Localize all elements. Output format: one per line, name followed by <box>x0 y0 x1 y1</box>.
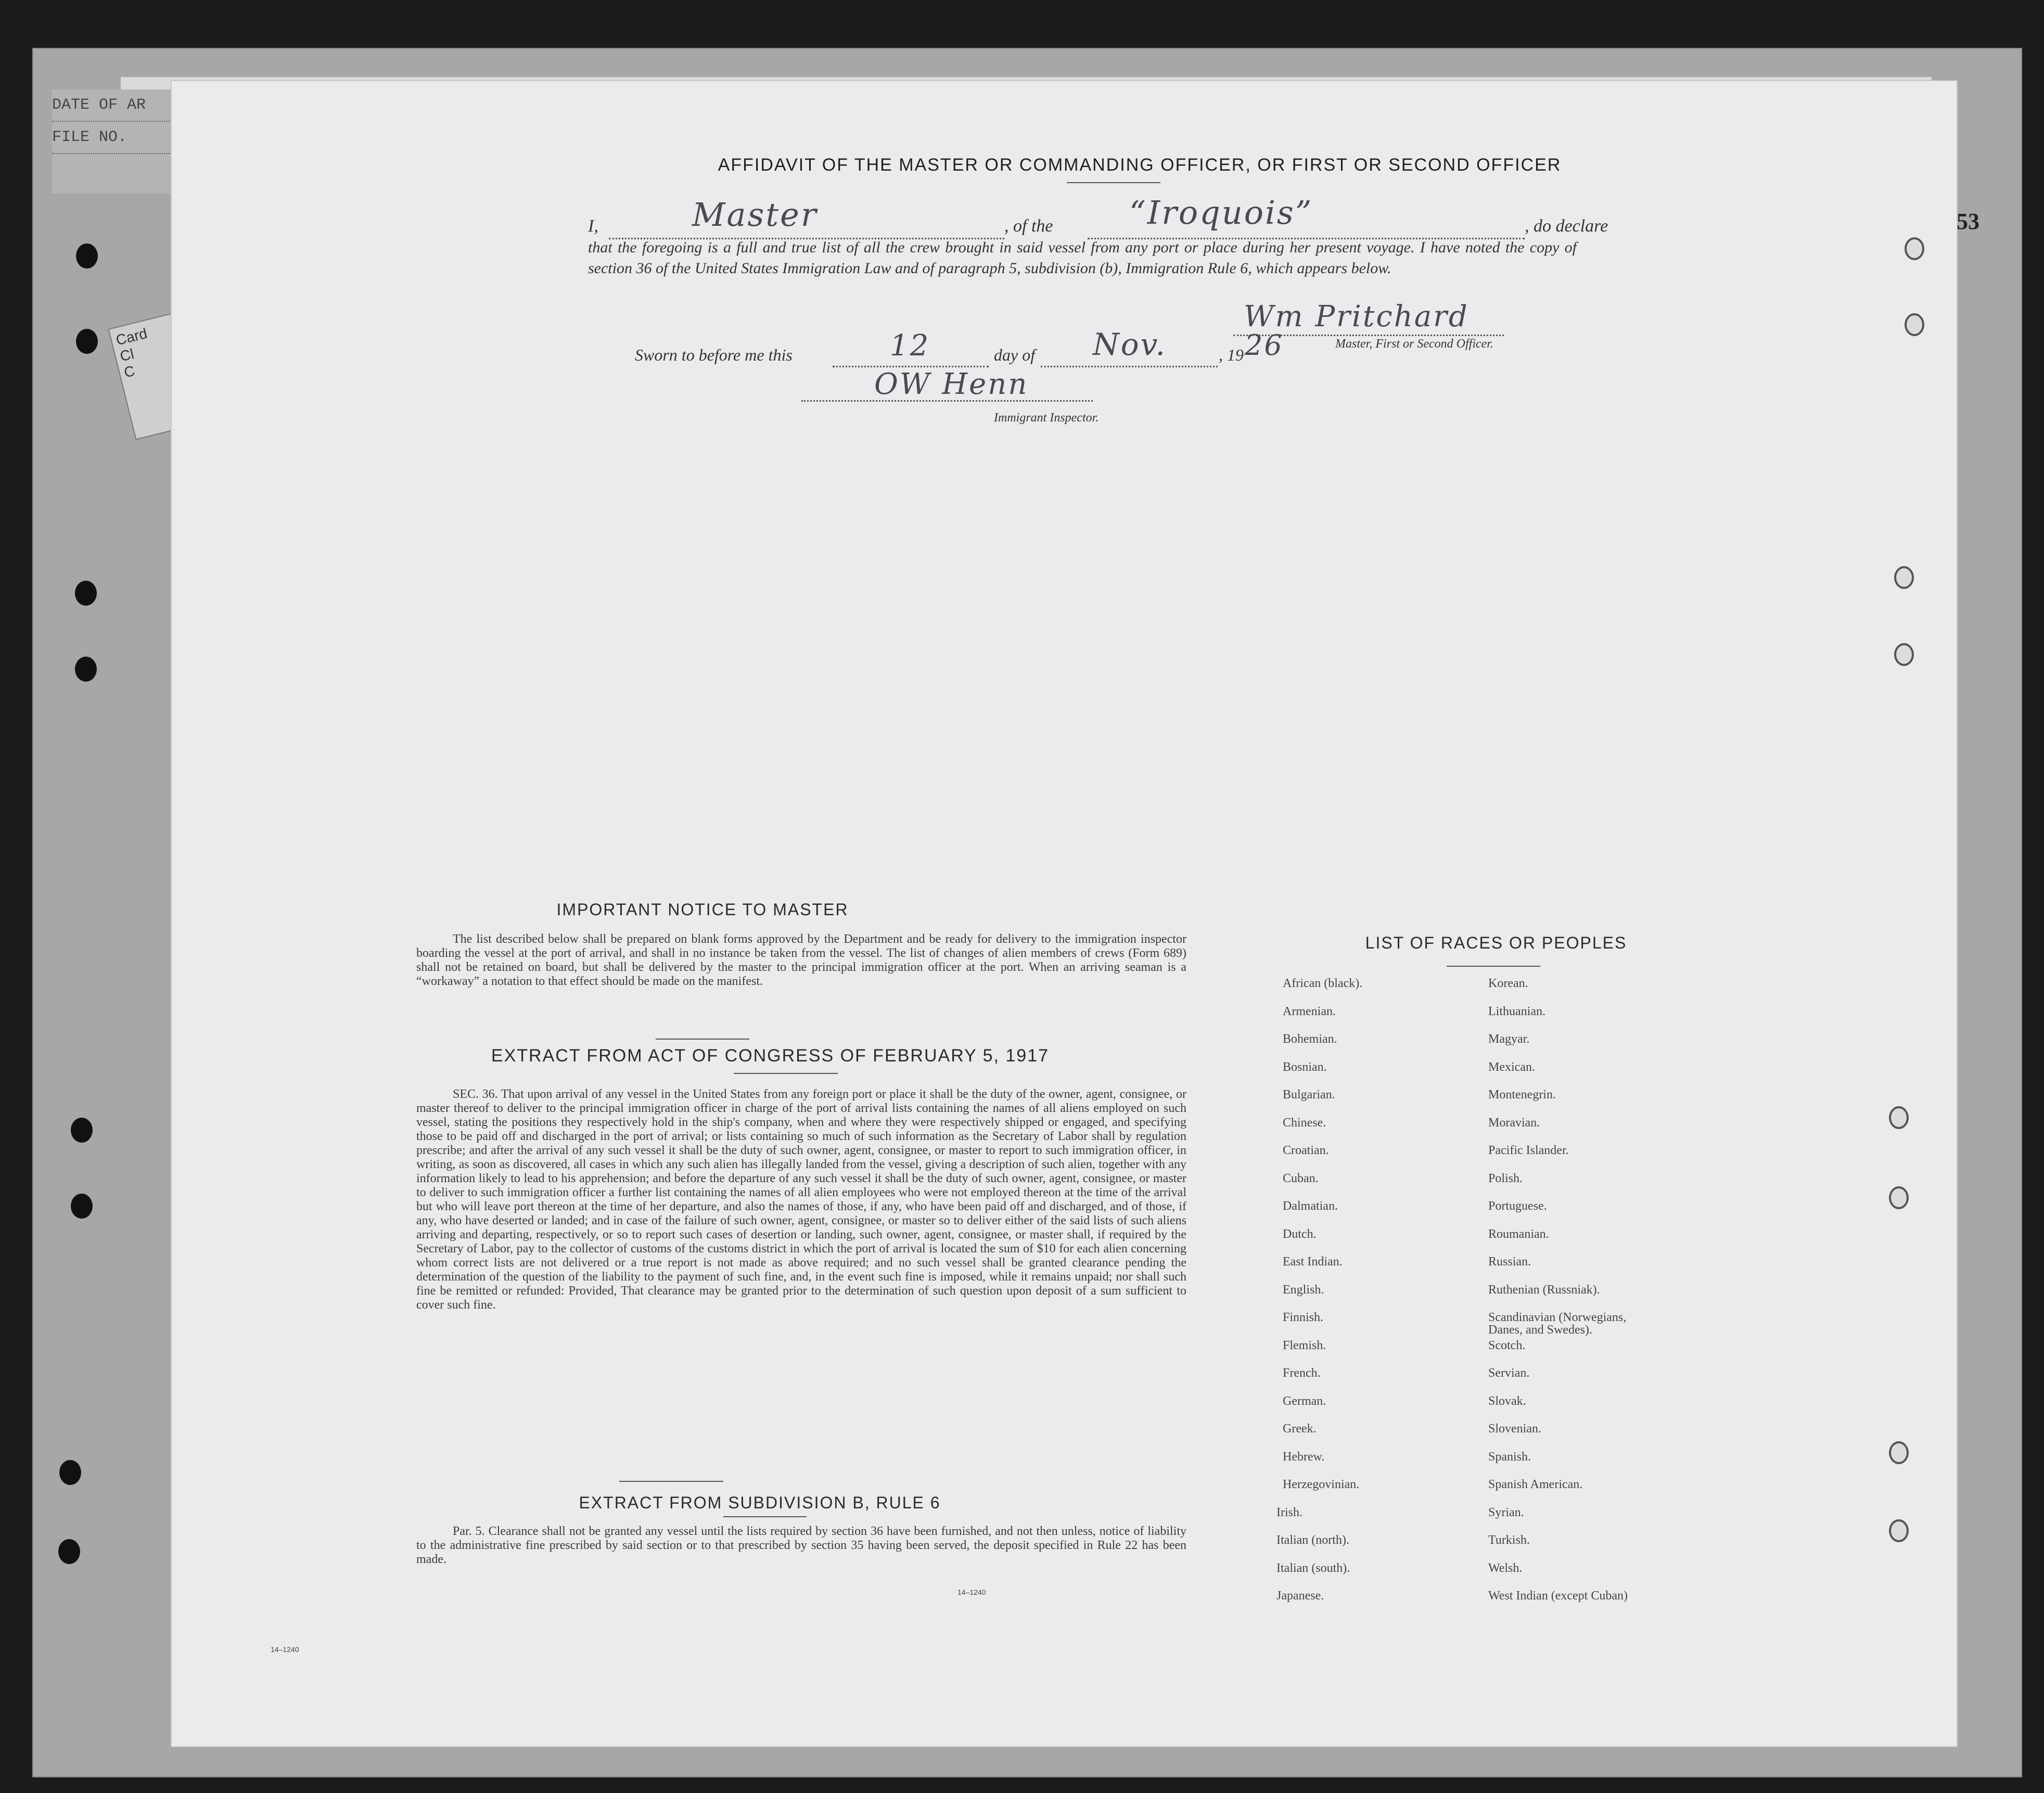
race-left-item: Irish. <box>1276 1505 1302 1519</box>
race-left-item: Armenian. <box>1283 1004 1336 1018</box>
footer-form-number: 14–1240 <box>271 1645 299 1654</box>
race-right-item: Russian. <box>1488 1255 1531 1269</box>
race-right-item: Ruthenian (Russniak). <box>1488 1283 1600 1297</box>
title-rule <box>1067 182 1160 183</box>
race-right-item: Slovak. <box>1488 1394 1526 1408</box>
race-right-item: Lithuanian. <box>1488 1004 1545 1018</box>
race-left-item: Croatian. <box>1283 1144 1329 1157</box>
race-left-item: Finnish. <box>1283 1311 1324 1324</box>
notice-title: IMPORTANT NOTICE TO MASTER <box>556 900 849 919</box>
year-prefix: , 19 <box>1219 345 1244 364</box>
declaration-text: that the foregoing is a full and true list of all the crew brought in said vessel from any port or place during her present voyage. I have noted the copy of section 36 of the United States Immigration Law and of paragraph 5, subdivision (b), Immigration Rule 6, which appears below. <box>588 239 1577 277</box>
race-right-item: Turkish. <box>1488 1533 1530 1547</box>
race-right-item: Syrian. <box>1488 1505 1524 1519</box>
section-rule <box>734 1073 838 1074</box>
paragraph-5-body: Par. 5. Clearance shall not be granted any vessel until the lists required by section 36 have been furnished, and not then unless, notice of liability to the administrative fine prescribed by said section or to that prescribed by section 35 having been served, the deposit specified in Rule 22 has been made. <box>416 1525 1186 1566</box>
binder-hole <box>1894 566 1914 589</box>
binder-hole <box>76 244 98 268</box>
master-signature: Wm Pritchard <box>1244 300 1469 334</box>
binder-hole <box>1894 643 1914 666</box>
races-title: LIST OF RACES OR PEOPLES <box>1365 933 1627 952</box>
notice-body: The list described below shall be prepared on blank forms approved by the Department and be ready for delivery to the immigration inspector boarding the vessel at the port of arrival, and shall in no instance be taken from the vessel. The list of changes of alien members of crews (Form 689) shall not be retained on board, but shall be delivered by the master to the principal immigration officer at the port. When an arriving seaman is a “workaway” a notation to that effect should be made on the manifest. <box>416 932 1186 988</box>
race-right-item: West Indian (except Cuban) <box>1488 1589 1628 1603</box>
race-left-item: Greek. <box>1283 1422 1317 1436</box>
binder-hole <box>1889 1106 1909 1129</box>
affidavit-page <box>172 81 1957 1746</box>
race-right-item: Servian. <box>1488 1366 1530 1380</box>
handwritten-vessel: “Iroquois” <box>1129 194 1313 232</box>
binder-hole <box>75 657 97 682</box>
binder-hole <box>71 1118 93 1143</box>
race-left-item: Bohemian. <box>1283 1032 1337 1046</box>
race-left-item: Italian (north). <box>1276 1533 1349 1547</box>
race-left-item: Bulgarian. <box>1283 1088 1335 1102</box>
race-right-item: Spanish American. <box>1488 1478 1583 1491</box>
back-stamp-line: FILE NO. <box>52 122 177 154</box>
binder-hole <box>1889 1519 1909 1542</box>
race-left-item: English. <box>1283 1283 1324 1297</box>
race-left-item: French. <box>1283 1366 1321 1380</box>
section-rule <box>1447 966 1540 967</box>
inspector-signature: OW Henn <box>874 367 1029 401</box>
form-number: 14–1240 <box>957 1588 986 1596</box>
binder-hole <box>58 1539 80 1564</box>
day-label: day of <box>994 345 1036 364</box>
binder-hole <box>1889 1186 1909 1209</box>
section-rule <box>619 1481 723 1482</box>
binder-hole <box>59 1460 81 1485</box>
race-left-item: Bosnian. <box>1283 1060 1327 1074</box>
race-left-item: Hebrew. <box>1283 1450 1325 1464</box>
race-right-item: Scandinavian (Norwegians, Danes, and Swedes). <box>1488 1311 1627 1337</box>
race-right-item: Welsh. <box>1488 1561 1523 1575</box>
race-right-item: Roumanian. <box>1488 1227 1549 1241</box>
inspector-line <box>801 400 1093 402</box>
section-36-body: SEC. 36. That upon arrival of any vessel in the United States from any foreign port or place it shall be the duty of the owner, agent, consignee, or master thereof to deliver to the principal immigration officer in charge of the port of arrival lists containing the names of all aliens employed on such vessel, stating the positions they respectively hold in the ship's company, when and where they were respectively shipped or engaged, and specifying those to be paid off and discharged in the port of arrival; or lists containing so much of such information as the Secretary of Labor shall by regulation prescribe; and after the arrival of any such vessel it shall be the duty of such owner, agent, consignee, or master to report to such immigration officer, in writing, as soon as discovered, all cases in which any such alien has illegally landed from the vessel, giving a description of such alien, together with any information likely to lead to his apprehension; and before the departure of any such vessel it shall be the duty of such owner, agent, consignee, or master to deliver to such immigration officer a further list containing the names of all alien employees who were not employed thereon at the time of the arrival but who will leave port thereon at the time of her departure, and also the names of those, if any, who have been paid off and discharged, and of those, if any, who have deserted or landed; and in case of the failure of such owner, agent, consignee, or master so to deliver either of the said lists of such aliens arriving and departing, respectively, or so to report such cases of desertion or landing, such owner, agent, consignee, or master shall, if required by the Secretary of Labor, pay to the collector of customs of the customs district in which the port of arrival is located the sum of $10 for each alien concerning whom correct lists are not delivered or a true report is not made as above required; and no such vessel shall be granted clearance pending the determination of the question of the liability to the payment of such fine, and, in the event such fine is imposed, while it remains unpaid; nor shall such fine be remitted or refunded: Provided, That clearance may be granted prior to the determination of such question upon deposit of a sum sufficient to cover such fine. <box>416 1087 1186 1312</box>
binder-hole <box>1905 313 1924 336</box>
card-tab-text: Card <box>114 325 149 349</box>
race-left-item: Cuban. <box>1283 1171 1319 1185</box>
race-left-item: Dalmatian. <box>1283 1199 1338 1213</box>
inspector-caption: Immigrant Inspector. <box>994 411 1099 425</box>
race-right-item: Montenegrin. <box>1488 1088 1556 1102</box>
binder-hole <box>1889 1441 1909 1464</box>
extract-act-title: EXTRACT FROM ACT OF CONGRESS OF FEBRUARY 5, 1917 <box>491 1046 1050 1066</box>
race-left-item: Herzegovinian. <box>1283 1478 1360 1491</box>
race-right-item: Magyar. <box>1488 1032 1530 1046</box>
handwritten-year: 26 <box>1245 329 1284 362</box>
race-right-item: Scotch. <box>1488 1338 1526 1352</box>
declaration-suffix: , do declare <box>1525 216 1608 236</box>
handwritten-day: 12 <box>890 329 930 363</box>
race-right-item: Korean. <box>1488 977 1528 990</box>
declaration-middle: , of the <box>1004 216 1053 236</box>
race-left-item: Chinese. <box>1283 1116 1326 1130</box>
race-left-item: Italian (south). <box>1276 1561 1350 1575</box>
signature-caption: Master, First or Second Officer. <box>1335 337 1493 351</box>
card-tab-text: C <box>122 362 137 381</box>
month-field-line <box>1041 365 1218 367</box>
card-tab-text: Cl <box>118 345 136 365</box>
handwritten-rank: Master <box>692 196 818 234</box>
race-left-item: German. <box>1283 1394 1326 1408</box>
race-left-item: Flemish. <box>1283 1338 1326 1352</box>
page-number: 53 <box>1957 209 1979 234</box>
race-left-item: Dutch. <box>1283 1227 1317 1241</box>
sworn-prefix: Sworn to before me this <box>635 345 793 364</box>
extract-rule-title: EXTRACT FROM SUBDIVISION B, RULE 6 <box>579 1493 941 1512</box>
declaration-prefix: I, <box>588 216 598 236</box>
handwritten-month: Nov. <box>1093 327 1167 362</box>
race-right-item: Polish. <box>1488 1171 1523 1185</box>
race-left-item: African (black). <box>1283 977 1363 990</box>
race-right-item: Pacific Islander. <box>1488 1144 1569 1157</box>
race-left-item: East Indian. <box>1283 1255 1343 1269</box>
race-left-item: Japanese. <box>1276 1589 1324 1603</box>
affidavit-title: AFFIDAVIT OF THE MASTER OR COMMANDING OFFICER, OR FIRST OR SECOND OFFICER <box>718 155 1562 175</box>
section-rule <box>723 1516 807 1517</box>
race-right-item: Portuguese. <box>1488 1199 1547 1213</box>
race-right-item: Slovenian. <box>1488 1422 1541 1436</box>
race-right-item: Mexican. <box>1488 1060 1535 1074</box>
race-right-item: Moravian. <box>1488 1116 1540 1130</box>
race-right-item: Spanish. <box>1488 1450 1531 1464</box>
binder-hole <box>75 581 97 606</box>
section-rule <box>656 1039 749 1040</box>
binder-hole <box>71 1194 93 1219</box>
binder-hole <box>1905 237 1924 260</box>
binder-hole <box>76 329 98 354</box>
back-stamp-line: DATE OF AR <box>52 89 177 122</box>
